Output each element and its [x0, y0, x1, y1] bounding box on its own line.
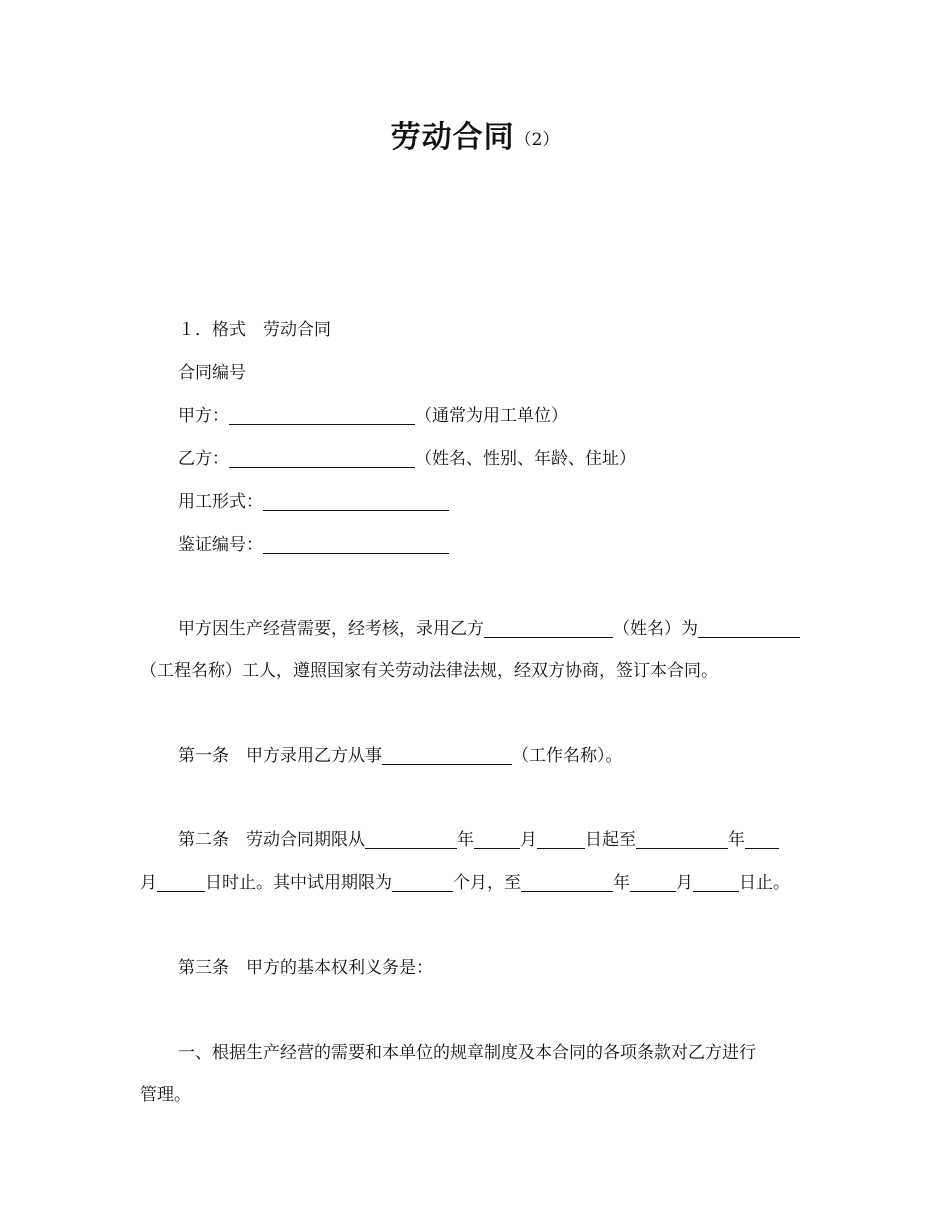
verification-number-label: 鉴证编号： — [178, 535, 263, 555]
verification-number-blank[interactable] — [263, 535, 449, 554]
probation-year-label: 年 — [613, 873, 630, 893]
party-a-line — [178, 404, 568, 428]
article-1-note: （工作名称）。 — [512, 746, 623, 766]
article-3-item-1-line-1: 一、根据生产经营的需要和本单位的规章制度及本合同的各项条款对乙方进行 — [178, 1043, 756, 1063]
title-suffix: （2） — [514, 130, 560, 150]
article-1-text: 第一条 甲方录用乙方从事 — [178, 746, 382, 766]
probation-day-label: 日止。 — [739, 873, 790, 893]
start-day-label: 日起至 — [585, 830, 636, 850]
article-2-line-1 — [178, 828, 779, 852]
employment-form-line — [178, 490, 449, 514]
party-b-label: 乙方： — [178, 449, 229, 469]
format-line: １．格式 劳动合同 — [178, 320, 331, 340]
start-year-label: 年 — [457, 830, 474, 850]
intro-line-2: （工程名称）工人，遵照国家有关劳动法律法规，经双方协商，签订本合同。 — [140, 661, 718, 681]
party-b-line — [178, 447, 636, 471]
start-month-blank[interactable] — [474, 830, 520, 849]
end-month-label: 月 — [140, 873, 157, 893]
article-2-lead: 第二条 劳动合同期限从 — [178, 830, 365, 850]
party-b-blank[interactable] — [229, 449, 415, 468]
end-day-blank[interactable] — [157, 873, 205, 892]
start-day-blank[interactable] — [537, 830, 585, 849]
party-b-note: （姓名、性别、年龄、住址） — [415, 449, 636, 469]
article-3-item-1-line-2: 管理。 — [140, 1085, 191, 1105]
article-1-line — [178, 744, 623, 768]
title-text: 劳动合同 — [390, 120, 515, 155]
intro-text-2: （姓名）为 — [613, 619, 698, 639]
employment-form-blank[interactable] — [263, 492, 449, 511]
start-month-label: 月 — [520, 830, 537, 850]
start-year-blank[interactable] — [365, 830, 457, 849]
probation-day-blank[interactable] — [693, 873, 739, 892]
probation-months-label: 个月，至 — [453, 873, 521, 893]
end-day-label: 日时止。其中试用期限为 — [205, 873, 392, 893]
probation-months-blank[interactable] — [392, 873, 453, 892]
contract-number-label: 合同编号 — [178, 363, 246, 383]
intro-line-1 — [178, 617, 800, 641]
document-title — [0, 112, 950, 156]
probation-month-blank[interactable] — [630, 873, 676, 892]
party-b-name-blank[interactable] — [484, 619, 613, 638]
article-3-heading: 第三条 甲方的基本权利义务是： — [178, 958, 433, 978]
verification-number-line — [178, 533, 449, 557]
party-a-blank[interactable] — [229, 406, 415, 425]
article-2-line-2 — [140, 871, 790, 895]
intro-text-1: 甲方因生产经营需要，经考核，录用乙方 — [178, 619, 484, 639]
end-year-blank[interactable] — [636, 830, 728, 849]
party-a-label: 甲方： — [178, 406, 229, 426]
end-year-label: 年 — [728, 830, 745, 850]
probation-month-label: 月 — [676, 873, 693, 893]
employment-form-label: 用工形式： — [178, 492, 263, 512]
end-month-blank-part[interactable] — [745, 830, 779, 849]
party-a-note: （通常为用工单位） — [415, 406, 568, 426]
probation-year-blank[interactable] — [521, 873, 613, 892]
job-name-blank[interactable] — [382, 746, 512, 765]
project-name-blank[interactable] — [698, 619, 800, 638]
